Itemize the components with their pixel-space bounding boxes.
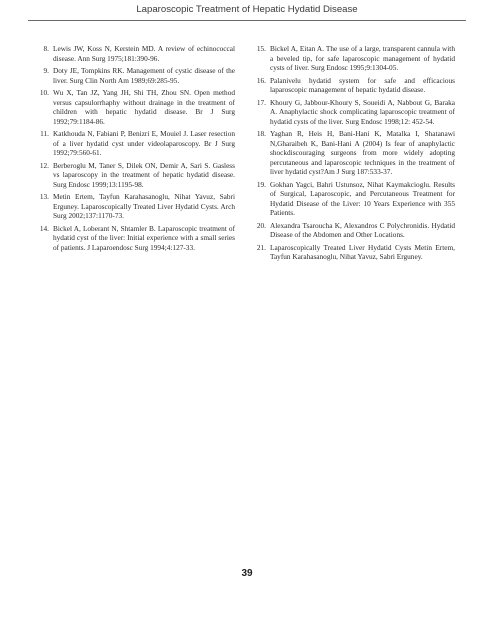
reference-item — [36, 224, 235, 253]
page-number: 39 — [241, 568, 253, 579]
reference-number: 19. — [256, 179, 266, 189]
reference-item — [36, 129, 235, 158]
reference-number: 8. — [43, 44, 49, 53]
reference-item — [36, 88, 235, 126]
running-head-title: Laparoscopic Treatment of Hepatic Hydatid Disease — [136, 4, 358, 15]
reference-item — [36, 161, 235, 190]
reference-item — [253, 44, 455, 73]
reference-item — [253, 221, 455, 240]
reference-item — [253, 180, 455, 218]
reference-number: 15. — [256, 44, 266, 53]
header-rule — [28, 20, 466, 21]
reference-number: 13. — [39, 192, 49, 201]
reference-number: 20. — [256, 220, 266, 230]
reference-item — [253, 243, 455, 262]
reference-text: Khoury G, Jabbour-Khoury S, Soueidi A, Nabbout G, Baraka A. Anaphylactic shock complicating laparoscopic treatment of hydatid cysts of the liver. Surg Endosc 1998;12: 452-54. — [270, 97, 455, 126]
reference-text: Metin Ertem, Tayfun Karahasanoglu, Nihat Yavuz, Sabri Erguney. Laparoscopically Treated Liver Hydatid Cysts. Arch Surg 2002;137:1170-73. — [53, 192, 235, 220]
reference-item — [36, 66, 235, 85]
reference-text: Wu X, Tan JZ, Yang JH, Shi TH, Zhou SN. Open method versus capsulorrhaphy without drainage in the treatment of children with hepatic hydatid disease. Br J Surg 1992;79:1184-86. — [53, 88, 235, 126]
reference-text: Doty JE, Tompkins RK. Management of cystic disease of the liver. Surg Clin North Am 1989;69:285-95. — [53, 66, 235, 85]
reference-text: Alexandra Tsaroucha K, Alexandros C Polychronidis. Hydatid Disease of the Abdomen and Other Locations. — [270, 220, 455, 239]
reference-number: 9. — [43, 66, 49, 75]
reference-text: Berberoglu M, Taner S, Dilek ON, Demir A, Sari S. Gasless vs laparoscopy in the treatment of hepatic hydatid disease. Surg Endosc 1999;13:1195-98. — [53, 160, 235, 189]
reference-item — [253, 76, 455, 95]
reference-text: Katkhouda N, Fabiani P, Benizri E, Mouiel J. Laser resection of a liver hydatid cyst under videolaparoscopy. Br J Surg 1992;79:560-61. — [53, 129, 235, 157]
reference-number: 14. — [39, 223, 49, 233]
reference-text: Gokhan Yagci, Bahri Ustunsoz, Nihat Kaymakcioglu. Results of Surgical, Laparoscopic, and Percutaneous Treatment for Hydatid Disease of the Liver: 10 Years Experience with 355 Patients. — [270, 179, 455, 217]
reference-number: 16. — [256, 75, 266, 85]
reference-item — [36, 192, 235, 221]
reference-number: 10. — [39, 88, 49, 97]
reference-text: Yaghan R, Heis H, Bani-Hani K, Matalka I, Shatanawi N,Gharaibeh K, Bani-Hani A (2004) Is fear of anaphylactic shockdiscouraging surgeons from more widely adopting percutaneous and laparoscopic techniques in the treatment of liver hydatid cyst?Am J Surg 187:533-37. — [270, 129, 455, 176]
reference-number: 18. — [256, 129, 266, 138]
reference-text: Palanivelu hydatid system for safe and efficacious laparoscopic management of hepatic hydatid disease. — [270, 75, 455, 94]
references-column-left — [36, 44, 235, 255]
reference-text: Bickel A, Eitan A. The use of a large, transparent cannula with a beveled tip, for safe laparoscopic management of hydatid cysts of liver. Surg Endosc 1995;9:1304-05. — [270, 44, 455, 72]
reference-text: Bickel A, Loberant N, Shtamler B. Laparoscopic treatment of hydatid cyst of the liver: Initial experience with a small series of patients. J Laparoendosc Surg 1994;4:127-33. — [53, 223, 235, 252]
reference-text: Lewis JW, Koss N, Kerstein MD. A review of echinococcal disease. Ann Surg 1975;181:390-96. — [53, 44, 235, 63]
reference-item — [253, 98, 455, 127]
reference-item — [36, 44, 235, 63]
reference-number: 12. — [39, 160, 49, 170]
reference-number: 17. — [256, 97, 266, 107]
reference-number: 21. — [256, 242, 266, 252]
references-column-right — [253, 44, 455, 265]
reference-text: Laparoscopically Treated Liver Hydatid Cysts Metin Ertem, Tayfun Karahasanoglu, Nihat Yavuz, Sabri Erguney. — [270, 242, 455, 261]
reference-item — [253, 129, 455, 177]
reference-number: 11. — [40, 129, 49, 138]
